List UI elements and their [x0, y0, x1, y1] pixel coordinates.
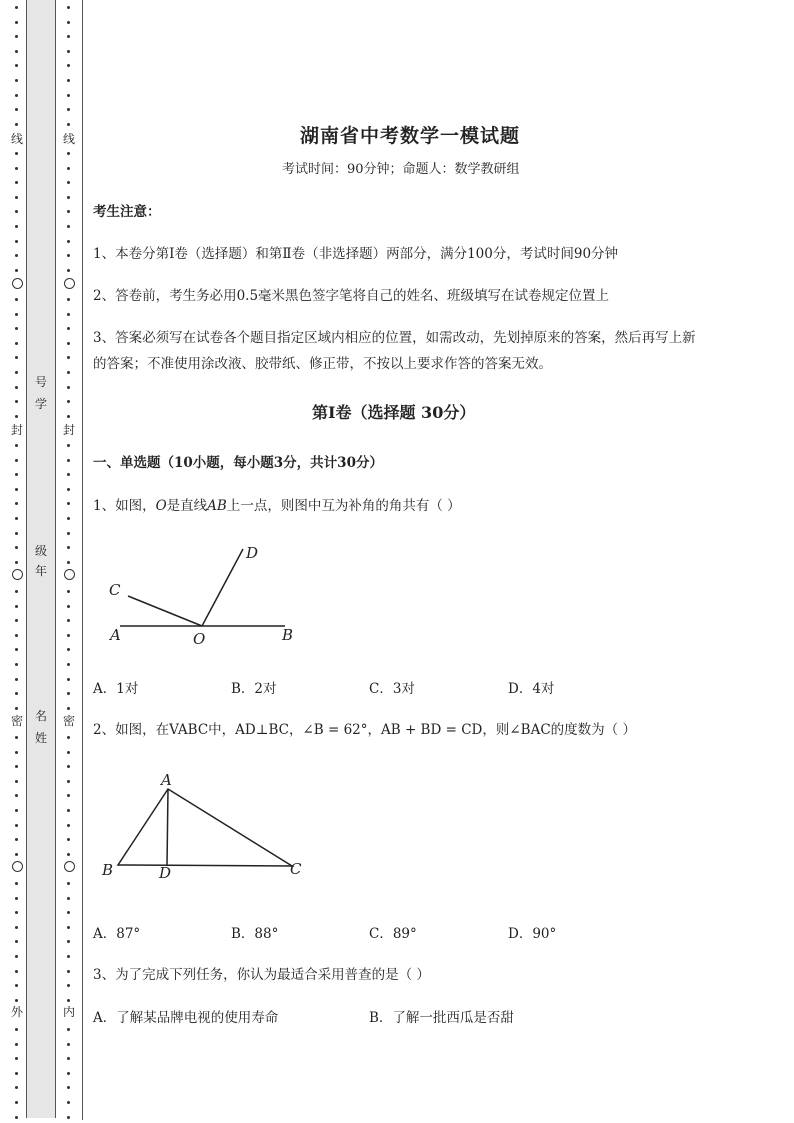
- outer-margin-dot: [15, 1043, 18, 1046]
- outer-margin-dot: [15, 269, 18, 272]
- q1-stem-post: 上一点，则图中互为补角的角共有（ ）: [226, 498, 461, 514]
- outer-margin-dot: [15, 517, 18, 520]
- inner-margin-dot: [67, 35, 70, 38]
- ray-oc: [128, 596, 202, 626]
- q1-option-b: B．2对: [231, 681, 277, 697]
- outer-margin-dot: [15, 707, 18, 710]
- outer-margin-dot: [15, 648, 18, 651]
- inner-margin-dot: [67, 532, 70, 535]
- outer-margin-dot: [15, 605, 18, 608]
- inner-margin-dot: [67, 619, 70, 622]
- outer-margin-label-1: 线: [10, 132, 23, 146]
- outer-margin-dot: [15, 35, 18, 38]
- outer-margin-dot: [15, 488, 18, 491]
- outer-margin-dot: [15, 400, 18, 403]
- fig2-label-b: B: [102, 861, 114, 879]
- inner-margin-circle-1: [64, 278, 75, 289]
- fig1-label-o: O: [193, 630, 206, 648]
- inner-margin-dot: [67, 313, 70, 316]
- exam-title: 湖南省中考数学一模试题: [300, 125, 521, 147]
- outer-margin-dot: [15, 546, 18, 549]
- inner-margin-dot: [67, 853, 70, 856]
- outer-margin-dot: [15, 999, 18, 1002]
- fig2-label-c: C: [290, 860, 302, 878]
- inner-margin-dot: [67, 240, 70, 243]
- inner-margin-dot: [67, 780, 70, 783]
- outer-margin-dot: [15, 1101, 18, 1104]
- inner-margin-dot: [67, 999, 70, 1002]
- outer-margin-circle-3: [12, 861, 23, 872]
- outer-margin-dot: [15, 1028, 18, 1031]
- inner-margin-dot: [67, 64, 70, 67]
- q1-option-d: D．4对: [508, 681, 555, 697]
- q2-option-b: B．88°: [231, 926, 279, 942]
- inner-margin-dot: [67, 1116, 70, 1119]
- q1-option-c: C．3对: [369, 681, 415, 697]
- question-1-figure: [95, 538, 310, 653]
- inner-margin-dot: [67, 21, 70, 24]
- question-1-stem: [93, 494, 461, 514]
- inner-margin-dot: [67, 356, 70, 359]
- outer-margin-dot: [15, 736, 18, 739]
- part1-title: 第I卷（选择题 30分）: [312, 403, 476, 422]
- inner-margin-dot: [67, 648, 70, 651]
- outer-margin-dot: [15, 897, 18, 900]
- inner-margin-dot: [67, 79, 70, 82]
- outer-margin-dot: [15, 444, 18, 447]
- inner-margin-dot: [67, 459, 70, 462]
- outer-margin-dot: [15, 108, 18, 111]
- inner-margin-dot: [67, 751, 70, 754]
- outer-margin-dot: [15, 1116, 18, 1119]
- inner-margin-dot: [67, 663, 70, 666]
- name-label-2: 姓: [34, 731, 47, 745]
- fig1-label-c: C: [109, 581, 121, 599]
- inner-margin-dot: [67, 517, 70, 520]
- outer-margin-dot: [15, 356, 18, 359]
- outer-margin-dot: [15, 371, 18, 374]
- inner-margin-dot: [67, 488, 70, 491]
- outer-margin-dot: [15, 911, 18, 914]
- q1-option-a: A．1对: [93, 681, 139, 697]
- outer-margin-dot: [15, 240, 18, 243]
- student-id-label-2: 学: [34, 397, 47, 411]
- inner-margin-dot: [67, 897, 70, 900]
- inner-margin-dot: [67, 502, 70, 505]
- q1-stem-mid: 是直线: [166, 498, 208, 514]
- outer-margin-dot: [15, 94, 18, 97]
- outer-margin-dot: [15, 79, 18, 82]
- binding-margin-inner: [56, 0, 83, 1120]
- outer-margin-dot: [15, 809, 18, 812]
- q1-stem-o: O: [155, 498, 167, 514]
- section-heading: 一、单选题（10小题，每小题3分，共计30分）: [93, 455, 383, 471]
- outer-margin-dot: [15, 561, 18, 564]
- binding-margin-outer: [8, 0, 26, 1123]
- outer-margin-dot: [15, 386, 18, 389]
- q1-stem-ab: AB: [207, 498, 227, 514]
- inner-margin-dot: [67, 342, 70, 345]
- q2-option-a: A．87°: [93, 926, 141, 942]
- inner-margin-dot: [67, 546, 70, 549]
- fig1-label-a: A: [110, 626, 121, 644]
- outer-margin-dot: [15, 313, 18, 316]
- fig1-label-d: D: [246, 544, 259, 562]
- question-2-stem: 2、如图，在VABC中，AD⊥BC，∠B = 62°，AB + BD = CD，则∠BAC的度数为（ ）: [93, 722, 636, 738]
- inner-margin-dot: [67, 911, 70, 914]
- outer-margin-dot: [15, 459, 18, 462]
- inner-margin-dot: [67, 984, 70, 987]
- inner-margin-dot: [67, 882, 70, 885]
- question-2-figure: [95, 770, 310, 885]
- outer-margin-circle-1: [12, 278, 23, 289]
- outer-margin-label-3: 密: [10, 714, 23, 728]
- inner-margin-dot: [67, 1086, 70, 1089]
- inner-margin-dot: [67, 152, 70, 155]
- name-label-1: 名: [34, 709, 47, 723]
- outer-margin-label-4: 外: [10, 1005, 23, 1019]
- question-3-stem: 3、为了完成下列任务，你认为最适合采用普查的是（ ）: [93, 967, 430, 983]
- inner-margin-dot: [67, 926, 70, 929]
- outer-margin-dot: [15, 838, 18, 841]
- inner-margin-dot: [67, 590, 70, 593]
- outer-margin-circle-2: [12, 569, 23, 580]
- outer-margin-dot: [15, 1086, 18, 1089]
- inner-margin-dot: [67, 298, 70, 301]
- inner-margin-label-2: 封: [62, 423, 75, 437]
- outer-margin-dot: [15, 780, 18, 783]
- inner-margin-dot: [67, 415, 70, 418]
- outer-margin-dot: [15, 926, 18, 929]
- grade-label-2: 年: [34, 564, 47, 578]
- inner-margin-dot: [67, 269, 70, 272]
- inner-margin-dot: [67, 692, 70, 695]
- inner-margin-dot: [67, 327, 70, 330]
- inner-margin-dot: [67, 473, 70, 476]
- outer-margin-dot: [15, 824, 18, 827]
- inner-margin-dot: [67, 634, 70, 637]
- inner-margin-label-4: 内: [62, 1005, 75, 1019]
- outer-margin-dot: [15, 970, 18, 973]
- inner-margin-dot: [67, 736, 70, 739]
- inner-margin-dot: [67, 386, 70, 389]
- inner-margin-dot: [67, 108, 70, 111]
- inner-margin-label-3: 密: [62, 714, 75, 728]
- triangle-abc: [118, 789, 292, 866]
- outer-margin-dot: [15, 196, 18, 199]
- inner-margin-dot: [67, 254, 70, 257]
- outer-margin-dot: [15, 619, 18, 622]
- inner-margin-dot: [67, 561, 70, 564]
- outer-margin-dot: [15, 940, 18, 943]
- outer-margin-label-2: 封: [10, 423, 23, 437]
- outer-margin-dot: [15, 678, 18, 681]
- outer-margin-dot: [15, 853, 18, 856]
- outer-margin-dot: [15, 532, 18, 535]
- outer-margin-dot: [15, 882, 18, 885]
- notice-item-2: 2、答卷前，考生务必用0.5毫米黑色签字笔将自己的姓名、班级填写在试卷规定位置上: [93, 288, 610, 304]
- q1-stem-pre: 1、如图，: [93, 498, 156, 514]
- inner-margin-dot: [67, 955, 70, 958]
- inner-margin-dot: [67, 123, 70, 126]
- outer-margin-dot: [15, 1057, 18, 1060]
- outer-margin-dot: [15, 984, 18, 987]
- exam-subtitle: 考试时间：90分钟；命题人：数学教研组: [282, 162, 520, 177]
- notice-item-3-cont: 的答案；不准使用涂改液、胶带纸、修正带，不按以上要求作答的答案无效。: [93, 356, 552, 372]
- outer-margin-dot: [15, 663, 18, 666]
- inner-margin-circle-3: [64, 861, 75, 872]
- outer-margin-dot: [15, 342, 18, 345]
- inner-margin-dot: [67, 400, 70, 403]
- inner-margin-dot: [67, 765, 70, 768]
- inner-margin-dot: [67, 794, 70, 797]
- inner-margin-dot: [67, 1057, 70, 1060]
- q3-option-a: A．了解某品牌电视的使用寿命: [93, 1010, 279, 1026]
- outer-margin-dot: [15, 152, 18, 155]
- inner-margin-circle-2: [64, 569, 75, 580]
- altitude-ad: [167, 789, 168, 866]
- outer-margin-dot: [15, 415, 18, 418]
- inner-margin-dot: [67, 50, 70, 53]
- outer-margin-dot: [15, 21, 18, 24]
- inner-margin-dot: [67, 809, 70, 812]
- inner-margin-dot: [67, 167, 70, 170]
- fig2-label-d: D: [159, 864, 172, 882]
- inner-margin-dot: [67, 444, 70, 447]
- outer-margin-dot: [15, 473, 18, 476]
- inner-margin-dot: [67, 6, 70, 9]
- outer-margin-dot: [15, 955, 18, 958]
- outer-margin-dot: [15, 210, 18, 213]
- outer-margin-dot: [15, 1072, 18, 1075]
- outer-margin-dot: [15, 590, 18, 593]
- inner-margin-dot: [67, 838, 70, 841]
- outer-margin-dot: [15, 634, 18, 637]
- inner-margin-dot: [67, 605, 70, 608]
- inner-margin-dot: [67, 371, 70, 374]
- grade-label-1: 级: [34, 544, 47, 558]
- inner-margin-dot: [67, 707, 70, 710]
- q2-option-d: D．90°: [508, 926, 557, 942]
- inner-margin-dot: [67, 1101, 70, 1104]
- outer-margin-dot: [15, 6, 18, 9]
- inner-margin-dot: [67, 1043, 70, 1046]
- outer-margin-dot: [15, 327, 18, 330]
- inner-margin-dot: [67, 196, 70, 199]
- outer-margin-dot: [15, 50, 18, 53]
- outer-margin-dot: [15, 751, 18, 754]
- outer-margin-dot: [15, 167, 18, 170]
- outer-margin-dot: [15, 298, 18, 301]
- notice-heading: 考生注意：: [93, 204, 161, 220]
- ray-od: [202, 549, 243, 626]
- outer-margin-dot: [15, 181, 18, 184]
- inner-margin-dot: [67, 1028, 70, 1031]
- inner-margin-dot: [67, 181, 70, 184]
- student-id-label-1: 号: [34, 375, 47, 389]
- binding-margin-student-info: [26, 0, 56, 1118]
- inner-margin-label-1: 线: [62, 132, 75, 146]
- outer-margin-dot: [15, 225, 18, 228]
- q2-option-c: C．89°: [369, 926, 417, 942]
- outer-margin-dot: [15, 64, 18, 67]
- outer-margin-dot: [15, 794, 18, 797]
- outer-margin-dot: [15, 692, 18, 695]
- inner-margin-dot: [67, 824, 70, 827]
- fig2-label-a: A: [161, 771, 172, 789]
- q3-option-b: B．了解一批西瓜是否甜: [369, 1010, 514, 1026]
- inner-margin-dot: [67, 210, 70, 213]
- inner-margin-dot: [67, 94, 70, 97]
- inner-margin-dot: [67, 1072, 70, 1075]
- outer-margin-dot: [15, 765, 18, 768]
- fig1-label-b: B: [282, 626, 294, 644]
- inner-margin-dot: [67, 678, 70, 681]
- inner-margin-dot: [67, 970, 70, 973]
- inner-margin-dot: [67, 940, 70, 943]
- notice-item-1: 1、本卷分第I卷（选择题）和第Ⅱ卷（非选择题）两部分，满分100分，考试时间90分钟: [93, 246, 619, 262]
- notice-item-3: 3、答案必须写在试卷各个题目指定区域内相应的位置，如需改动，先划掉原来的答案，然后再写上新: [93, 330, 696, 346]
- outer-margin-dot: [15, 123, 18, 126]
- outer-margin-dot: [15, 254, 18, 257]
- outer-margin-dot: [15, 502, 18, 505]
- inner-margin-dot: [67, 225, 70, 228]
